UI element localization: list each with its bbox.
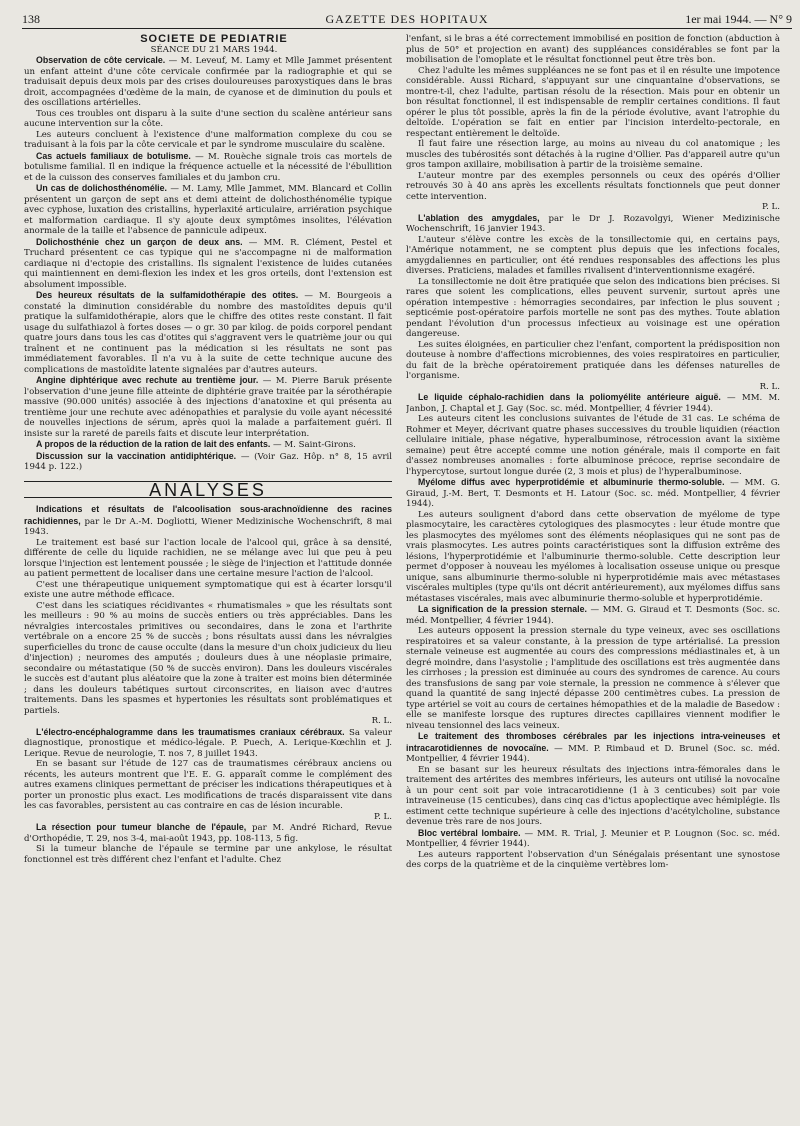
paragraph-text: — M. Pierre Baruk présente l'observation d'une jeune fille atteinte de diphtérie grave traitée par la sérothérapie massive (90.000 unités) associée à des injections d'anatoxine et qui présenta au trentième jour une rechute avec adénopathies et paralysie du voile ayant nécessité de nouvelles injections de sérum, après quoi la malade a parfaitement guéri. Il insiste sur la rareté de pareils faits et discute leur interprétation. (24, 376, 392, 439)
article-title: Myélome diffus avec hyperprotidémie et albuminurie thermo-soluble. (418, 477, 725, 487)
paragraph (406, 765, 780, 828)
paragraph-text: — MM. G. Giraud et T. Desmonts (Soc. sc. méd. Montpellier, 4 février 1944). (406, 605, 780, 626)
article-title: A propos de la réduction de la ration de lait des enfants. (36, 439, 271, 449)
article-title: L'électro-encéphalogramme dans les traumatismes craniaux cérébraux. (36, 726, 345, 737)
paragraph (24, 55, 392, 109)
article-title: Le liquide céphalo-rachidien dans la poliomyélite antérieure aiguë. (418, 392, 721, 402)
author-initials (24, 812, 392, 823)
paragraph (406, 340, 780, 382)
left-column (24, 34, 392, 1120)
article-title: Indications et résultats de l'alcoolisation sous-arachnoïdienne des racines rachidiennes, (24, 504, 392, 526)
analyses-heading: ANALYSES (24, 481, 392, 499)
paragraph-text: — MM. P. Rimbaud et D. Brunel (Soc. sc. méd. Montpellier, 4 février 1944). (406, 743, 780, 764)
paragraph-text: Les auteurs opposent la pression sternale du type veineux, avec ses oscillations respiratoires et sa valeur constante, à la pression de type artérialisé. La pression sternale veineuse est augmentée au cours des compressions médiastinales et, à un degré moindre, dans l'asystolie ; l'amplitude des oscillations est très augmentée dans les cirrhoses ; la pression est diminuée au cours des syndromes de carence. Au cours des transfusions de sang par voie sternale, la pression ne commence à s'élever que quand la quantité de sang injecté dépasse 200 centimètres cubes. La pression de type artériel se voit au cours de certaines hémopathies et de la maladie de Basedow : elle se manifeste lorsque des ruptures directes capillaires viennent modifier le niveau tensionnel des lacs veineux. (406, 626, 780, 731)
paragraph (24, 580, 392, 601)
paragraph (24, 375, 392, 439)
paragraph-text: Le traitement est basé sur l'action locale de l'alcool qui, grâce à sa densité, différente de celle du liquide rachidien, ne se mélange avec lui que peu à peu lorsque l'injection est lentement poussée ; le siège de l'injection et l'attitude donnée au patient permettent de localiser dans une certaine mesure l'action de l'alcool. (24, 537, 392, 579)
article-title: Cas actuels familiaux de botulisme. (36, 150, 191, 161)
paragraph-text: R. L. (371, 716, 392, 726)
article-title: La résection pour tumeur blanche de l'épaule, (36, 822, 247, 832)
paragraph-text: Tous ces troubles ont disparu à la suite d'une section du scalène antérieur sans aucune intervention sur la côte. (24, 108, 392, 129)
paragraph-text: — (Voir Gaz. Hôp. n° 8, 15 avril 1944 p. 122.) (24, 451, 392, 472)
paragraph (24, 538, 392, 580)
journal-title: GAZETTE DES HOPITAUX (325, 12, 489, 26)
paragraph-text: par M. André Richard, Revue d'Orthopédie, T. 29, nos 3-4, mai-août 1943, pp. 108-113, 5 fig. (24, 823, 392, 844)
paragraph-text: En se basant sur l'étude de 127 cas de traumatismes cérébraux anciens ou récents, les auteurs montrent que l'E. E. G. apparaît comme le complément des autres examens cliniques permettant de préciser les indications thérapeutiques et à porter un pronostic plus exact. Les modifications de tracés disparaissent vite dans les cas favorables, persistent au cas contraire en cas de lésion incurable. (24, 759, 392, 811)
paragraph-text: Les auteurs rapportent l'observation d'un Sénégalais présentant une synostose des corps de la quatrième et de la cinquième vertèbres lom- (406, 849, 780, 870)
paragraph-text: En se basant sur les heureux résultats des injections intra-fémorales dans le traitement des artérites des membres inférieurs, les auteurs ont utilisé la novocaïne à un pour cent soit par voie intracarotidienne (1 à 3 centicubes) soit par voie intraveineuse (15 centicubes), dans cinq cas d'ictus apoplectique avec hémiplégie. Ils estiment cette technique supérieure à celle des injections d'acétylcholine, substance devenue très rare de nos jours. (406, 764, 780, 827)
article-title: Le traitement des thromboses cérébrales par les injections intra-veineuses et intracarotidiennes de novocaïne. (406, 731, 780, 753)
paragraph (406, 277, 780, 340)
paragraph (406, 850, 780, 871)
paragraph (24, 451, 392, 473)
paragraph-text: P. L. (762, 202, 780, 212)
paragraph-text: L'auteur montre par des exemples personnels ou ceux des opérés d'Ollier retrouvés 30 à 40 ans après les excellents résultats fonctionnels que peut donner cette intervention. (406, 170, 780, 202)
paragraph (406, 171, 780, 203)
paragraph-text: par le Dr A.-M. Dogliotti, Wiener Medizinische Wochenschrift, 8 mai 1943. (24, 516, 392, 537)
paragraph (24, 439, 392, 451)
analyses-right (406, 34, 780, 871)
paragraph-text: Les auteurs soulignent d'abord dans cette observation de myélome de type plasmocytaire, les caractères cytologiques des plasmocytes : leur étude montre que les plasmocytes des myélomes sont des éléments néoplasiques qui ne sont pas de vrais plasmocytes. Les autres points caractéristiques sont la diffusion extrême des lésions, l'hyperprotidémie et l'albuminurie thermo-soluble. Cette description leur permet d'opposer à nouveau les myélomes à localisation osseuse unique ou presque unique, sans albuminurie thermo-soluble ni hyperprotidémie mais avec métastases viscérales multiples (type qu'ils ont décrit antérieurement), aux myélomes diffus sans métastases viscérales, mais avec albuminurie thermo-soluble et hyperprotidémie. (406, 509, 780, 604)
paragraph-text: — M. Bourgeois a constaté la diminution considérable du nombre des mastoïdites depuis qu'il pratique la sulfamidothérapie, alors que le chiffre des otites reste constant. Il fait usage du sulfathiazol à fortes doses — o gr. 30 par kilog. de poids corporel pendant quatre jours dans tous les cas d'otites qui s'aggravent vers le quatrième jour ou qui traînent et ne continuent pas la médication si les résultats ne sont pas immédiatement favorables. Il n'a vu à la suite de cette technique aucune des complications de mastoïdite latente signalées par d'autres auteurs. (24, 291, 392, 375)
paragraph (24, 844, 392, 865)
issue-date: 1er mai 1944. — N° 9 (685, 12, 792, 26)
paragraph (406, 731, 780, 765)
article-title: Bloc vertébral lombaire. (418, 827, 521, 838)
paragraph-text: — M. Rouèche signale trois cas mortels de botulisme familial. Il en indique la fréquence actuelle et la nécessité de l'ébullition et de la cuisson des conserves familiales et du jambon cru. (24, 151, 392, 183)
page-number: 138 (22, 12, 40, 26)
paragraph-text: — MM. R. Clément, Pestel et Truchard présentent ce cas typique qui ne s'accompagne ni de malformation cardiaque ni d'ectopie des cristallins. Ils signalent l'existence de luides cutanées qui maintiennent en demi-flexion les index et les gros orteils, dont l'extension est absolument impossible. (24, 237, 392, 290)
page-header (22, 12, 792, 29)
paragraph (24, 601, 392, 717)
paragraph (406, 510, 780, 605)
paragraph-text: La tonsillectomie ne doit être pratiquée que selon des indications bien précises. Si rares que soient les complications, elles peuvent survenir, surtout après une opération intempestive : hémorragies secondaires, par infection le plus souvent ; septicémie post-opératoire parfois mortelle ne sont pas des mythes. Toute ablation pendant l'évolution d'un processus infectieux au voisinage est une opération dangereuse. (406, 276, 780, 339)
right-column (406, 34, 780, 1120)
article-title: Des heureux résultats de la sulfamidothérapie des otites. (36, 290, 299, 300)
paragraph (406, 392, 780, 414)
paragraph-text: Chez l'adulte les mêmes suppléances ne se font pas et il en résulte une impotence considérable. Aussi Richard, s'appuyant sur une cinquantaine d'observations, se montre-t-il, chez l'adulte, partisan résolu de la résection. Mais pour en obtenir un bon résultat fonctionnel, il est indispensable de remplir certaines conditions. Il faut opérer le plus tôt possible, après la fin de la période évolutive, avant l'atrophie du deltoïde. L'opération se fait en entier par l'incision interdelto-pectorale, en respectant entièrement le deltoïde. (406, 65, 780, 139)
paragraph-text: C'est une thérapeutique uniquement symptomatique qui est à écarter lorsqu'il existe une autre méthode efficace. (24, 579, 392, 600)
paragraph-text: P. L. (374, 811, 392, 822)
paragraph (406, 626, 780, 731)
author-initials (406, 202, 780, 213)
paragraph (24, 151, 392, 184)
paragraph (24, 237, 392, 291)
paragraph-text: par le Dr J. Rozavolgyi, Wiener Medizinische Wochenschrift, 16 janvier 1943. (406, 213, 780, 234)
author-initials (24, 716, 392, 727)
paragraph (24, 183, 392, 237)
paragraph (24, 822, 392, 844)
society-reports (24, 55, 392, 473)
article-title: La signification de la pression sternale. (418, 604, 587, 614)
paragraph (24, 290, 392, 375)
paragraph (24, 504, 392, 538)
paragraph-text: Les suites éloignées, en particulier chez l'enfant, comportent la prédisposition non douteuse à nombre d'affections microbiennes, des voies respiratoires en particulier, du fait de la brèche opératoirement pratiquée dans les défenses naturelles de l'organisme. (406, 339, 780, 381)
paragraph-text: Les auteurs concluent à l'existence d'une malformation complexe du cou se traduisant à la fois par la côte cervicale et par le syndrome musculaire du scalène. (24, 129, 392, 150)
paragraph (406, 235, 780, 277)
paragraph-text: Les auteurs citent les conclusions suivantes de l'étude de 31 cas. Le schéma de Rohmer et Meyer, décrivant quatre phases successives du trouble liquidien (réaction cellulaire initiale, phase négative, hyperalbuminose, rétrocession avant la sixième semaine) peut être accepté comme une notion générale, mais il comporte en fait d'assez nombreuses anomalies : forte albuminose précoce, reprise secondaire de l'hypercytose, surtout longue durée (2, 3 mois et plus) de l'hyperalbuminose. (406, 414, 780, 477)
analyses-left (24, 504, 392, 865)
paragraph (406, 828, 780, 850)
article-title: Discussion sur la vaccination antidiphtérique. (36, 450, 237, 461)
session-date: SÉANCE DU 21 MARS 1944. (150, 44, 278, 55)
paragraph (406, 34, 780, 66)
paragraph-text: Sa valeur diagnostique, pronostique et médico-légale. P. Puech, A. Lerique-Kœchlin et J. Lerique. Revue de neurologie, T. nos 7, 8 juillet 1943. (24, 727, 392, 759)
paragraph (406, 213, 780, 235)
author-initials (406, 382, 780, 393)
society-title: SOCIETE DE PEDIATRIE (140, 34, 288, 45)
paragraph-text: — MM. R. Trial, J. Meunier et P. Lougnon (Soc. sc. méd. Montpellier, 4 février 1944). (406, 828, 780, 849)
paragraph (406, 477, 780, 510)
paragraph (406, 414, 780, 477)
paragraph (406, 604, 780, 626)
paragraph (24, 109, 392, 130)
paragraph (24, 130, 392, 151)
article-title: L'ablation des amygdales, (418, 212, 540, 223)
paragraph-text: C'est dans les sciatiques récidivantes « rhumatismales » que les résultats sont les meilleurs : 90 % au moins de succès entiers ou très appréciables. Dans les névralgies intercostales primitives ou secondaires, dans le zona et l'arthrite vertébrale on a encore 25 % de succès ; bons résultats aussi dans les névralgies superficielles du tronc de cause occulte (dans la mesure d'un choix judicieux du lieu d'injection) ; neuromes des amputés ; douleurs dues à une néoplasie primaire, secondaire ou métastatique (50 % de succès environ). Dans les douleurs viscérales le succès est d'autant plus aléatoire que la zone à traiter est moins bien déterminée ; dans les douleurs tabétiques surtout circonscrites, en liaison avec d'autres traitements. Dans les spasmes et hypertonies les résultats sont problématiques et partiels. (24, 600, 392, 716)
paragraph (406, 139, 780, 171)
paragraph (24, 759, 392, 812)
paragraph-text: — MM. M. Janbon, J. Chaptal et J. Gay (Soc. sc. méd. Montpellier, 4 février 1944). (406, 393, 780, 414)
article-title: Observation de côte cervicale. (36, 55, 166, 65)
paragraph-text: R. L. (759, 381, 780, 392)
paragraph-text: — M. Saint-Girons. (270, 440, 356, 450)
paragraph-text: — M. Lamy, Mlle Jammet, MM. Blancard et Collin présentent un garçon de sept ans et demi atteint de dolichosthénomélie typique avec cyphose, luxation des cristallins, hyperlaxité articulaire, arriération psychique et malformation cardiaque. Il s'y ajoute deux symptômes insolites, l'élévation anormale de la taille et l'absence de pannicule adipeux. (24, 184, 392, 236)
paragraph-text: L'auteur s'élève contre les excès de la tonsillectomie qui, en certains pays, l'Amérique notamment, ne se comptent plus depuis que les infections focales, amygdaliennes en particulier, ont été rendues responsables des affections les plus diverses. Praticiens, malades et familles rivalisent d'interventionnisme exagéré. (406, 234, 780, 276)
paragraph (24, 727, 392, 760)
article-title: Angine diphtérique avec rechute au trentième jour. (36, 375, 259, 385)
article-title: Un cas de dolichosthénomélie. (36, 183, 167, 193)
paragraph-text: l'enfant, si le bras a été correctement immobilisé en position de fonction (abduction à plus de 50° et projection en avant) des suppléances considérables se font par la mobilisation de l'omoplate et le résultat fonctionnel peut être très bon. (406, 34, 780, 65)
article-title: Dolichosthénie chez un garçon de deux ans. (36, 236, 243, 247)
paragraph-text: Il faut faire une résection large, au moins au niveau du col anatomique ; les muscles des tubérosités sont détachés à la rugine d'Ollier. Pas d'appareil autre qu'un gros tampon axillaire, mobilisation à partir de la troisième semaine. (406, 139, 780, 170)
paragraph (406, 66, 780, 140)
paragraph-text: — M. Leveuf, M. Lamy et Mlle Jammet présentent un enfant atteint d'une côte cervicale confirmée par la radiographie et qui se traduisait depuis deux mois par des crises douloureuses paroxystiques dans le bras droit, accompagnées d'œdème de la main, de cyanose et de diminution du pouls et des oscillations artérielles. (24, 56, 392, 108)
paragraph-text: Si la tumeur blanche de l'épaule se termine par une ankylose, le résultat fonctionnel est très différent chez l'enfant et l'adulte. Chez (24, 844, 392, 865)
paragraph-text: — MM. G. Giraud, J.-M. Bert, T. Desmonts et H. Latour (Soc. sc. méd. Montpellier, 4 février 1944). (406, 478, 780, 509)
